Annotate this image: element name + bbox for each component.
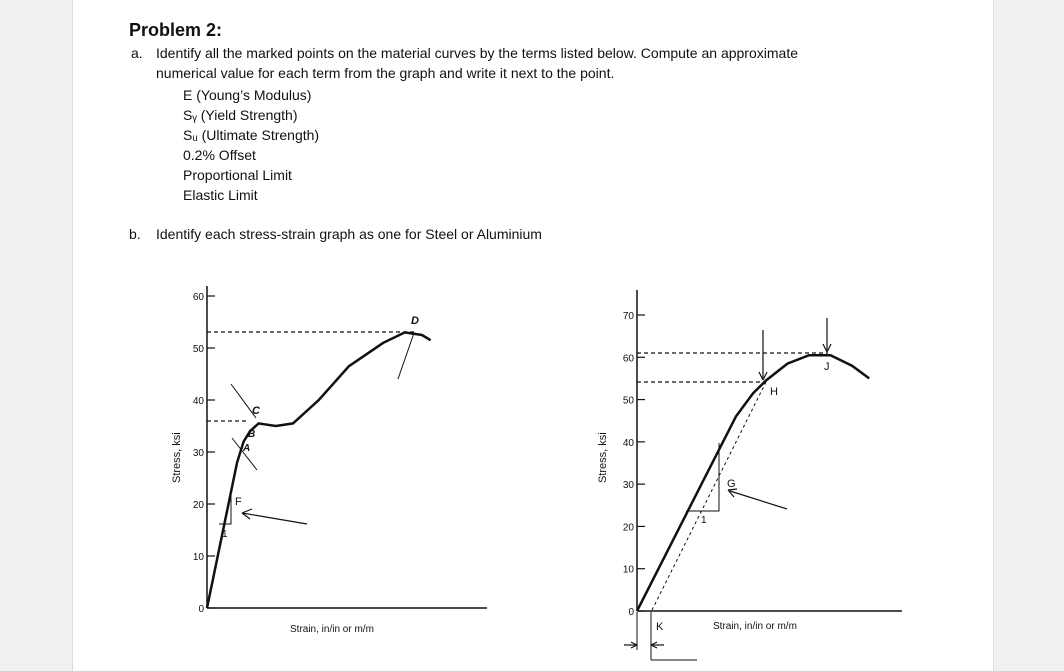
chart2-y-tick-label: 70 (622, 311, 634, 322)
chart2-y-tick-label: 30 (622, 480, 634, 492)
chart1-y-tick-label: 10 (192, 552, 204, 563)
chart1-marker-D: D (411, 315, 419, 327)
chart2-ticks (623, 311, 645, 618)
term-proportional-limit: Proportional Limit (183, 167, 292, 183)
part-a-label: a. (131, 45, 143, 61)
chart1-y-tick-label: 20 (192, 500, 204, 511)
chart1-pointer-line (398, 333, 414, 379)
term-yield-strength: Sᵧ (Yield Strength) (183, 107, 298, 123)
chart1-slope-label: 1 (222, 529, 228, 540)
chart2-arrow-G (730, 491, 787, 509)
term-ultimate-strength: Sᵤ (Ultimate Strength) (183, 127, 320, 143)
chart2-curve (637, 355, 869, 611)
chart1-ticks (193, 292, 215, 615)
chart1-curve (207, 332, 431, 608)
chart2-marker-K: K (656, 621, 664, 633)
chart1-y-tick-label: 60 (192, 292, 204, 303)
chart-1 (171, 286, 487, 635)
chart1-y-label: Stress, ksi (171, 432, 183, 483)
chart2-slope-label: 1 (701, 515, 707, 526)
term-youngs-modulus: E (Young’s Modulus) (183, 87, 312, 103)
chart-2 (597, 290, 902, 660)
chart2-marker-J: J (824, 361, 830, 373)
part-b-label: b. (129, 226, 141, 242)
problem-title: Problem 2: (129, 20, 223, 40)
chart2-y-tick-label: 60 (622, 353, 634, 365)
chart2-y-tick-label: 50 (622, 395, 634, 407)
chart2-y-tick-label: 0 (628, 607, 634, 618)
chart1-arrow-F (242, 513, 307, 524)
part-a-line2: numerical value for each term from the graph and write it next to the point. (156, 65, 615, 81)
chart2-marker-G: G (727, 478, 736, 490)
chart1-y-tick-label: 50 (192, 344, 204, 355)
chart2-x-label: Strain, in/in or m/m (713, 621, 797, 632)
chart2-marker-H: H (770, 386, 778, 398)
chart1-y-tick-label: 30 (192, 448, 204, 459)
chart2-y-label: Stress, ksi (597, 432, 609, 483)
chart1-marker-A: A (243, 443, 251, 454)
chart2-y-tick-label: 40 (622, 437, 634, 449)
chart1-y-tick-label: 0 (198, 604, 204, 615)
chart2-y-tick-label: 20 (622, 522, 634, 534)
chart2-slope-triangle (686, 443, 719, 511)
chart2-y-tick-label: 10 (622, 564, 634, 576)
term-elastic-limit: Elastic Limit (183, 187, 258, 203)
chart1-marker-B: B (248, 429, 256, 440)
chart1-x-label: Strain, in/in or m/m (290, 624, 374, 635)
chart1-marker-C: C (252, 405, 260, 417)
chart2-offset-line (652, 382, 766, 610)
part-a-line1: Identify all the marked points on the material curves by the terms listed below. Compute an approximate (156, 45, 798, 61)
term-offset: 0.2% Offset (183, 147, 256, 163)
chart1-y-tick-label: 40 (192, 396, 204, 407)
part-b-text: Identify each stress-strain graph as one for Steel or Aluminium (156, 226, 542, 242)
chart1-marker-F: F (235, 496, 242, 508)
